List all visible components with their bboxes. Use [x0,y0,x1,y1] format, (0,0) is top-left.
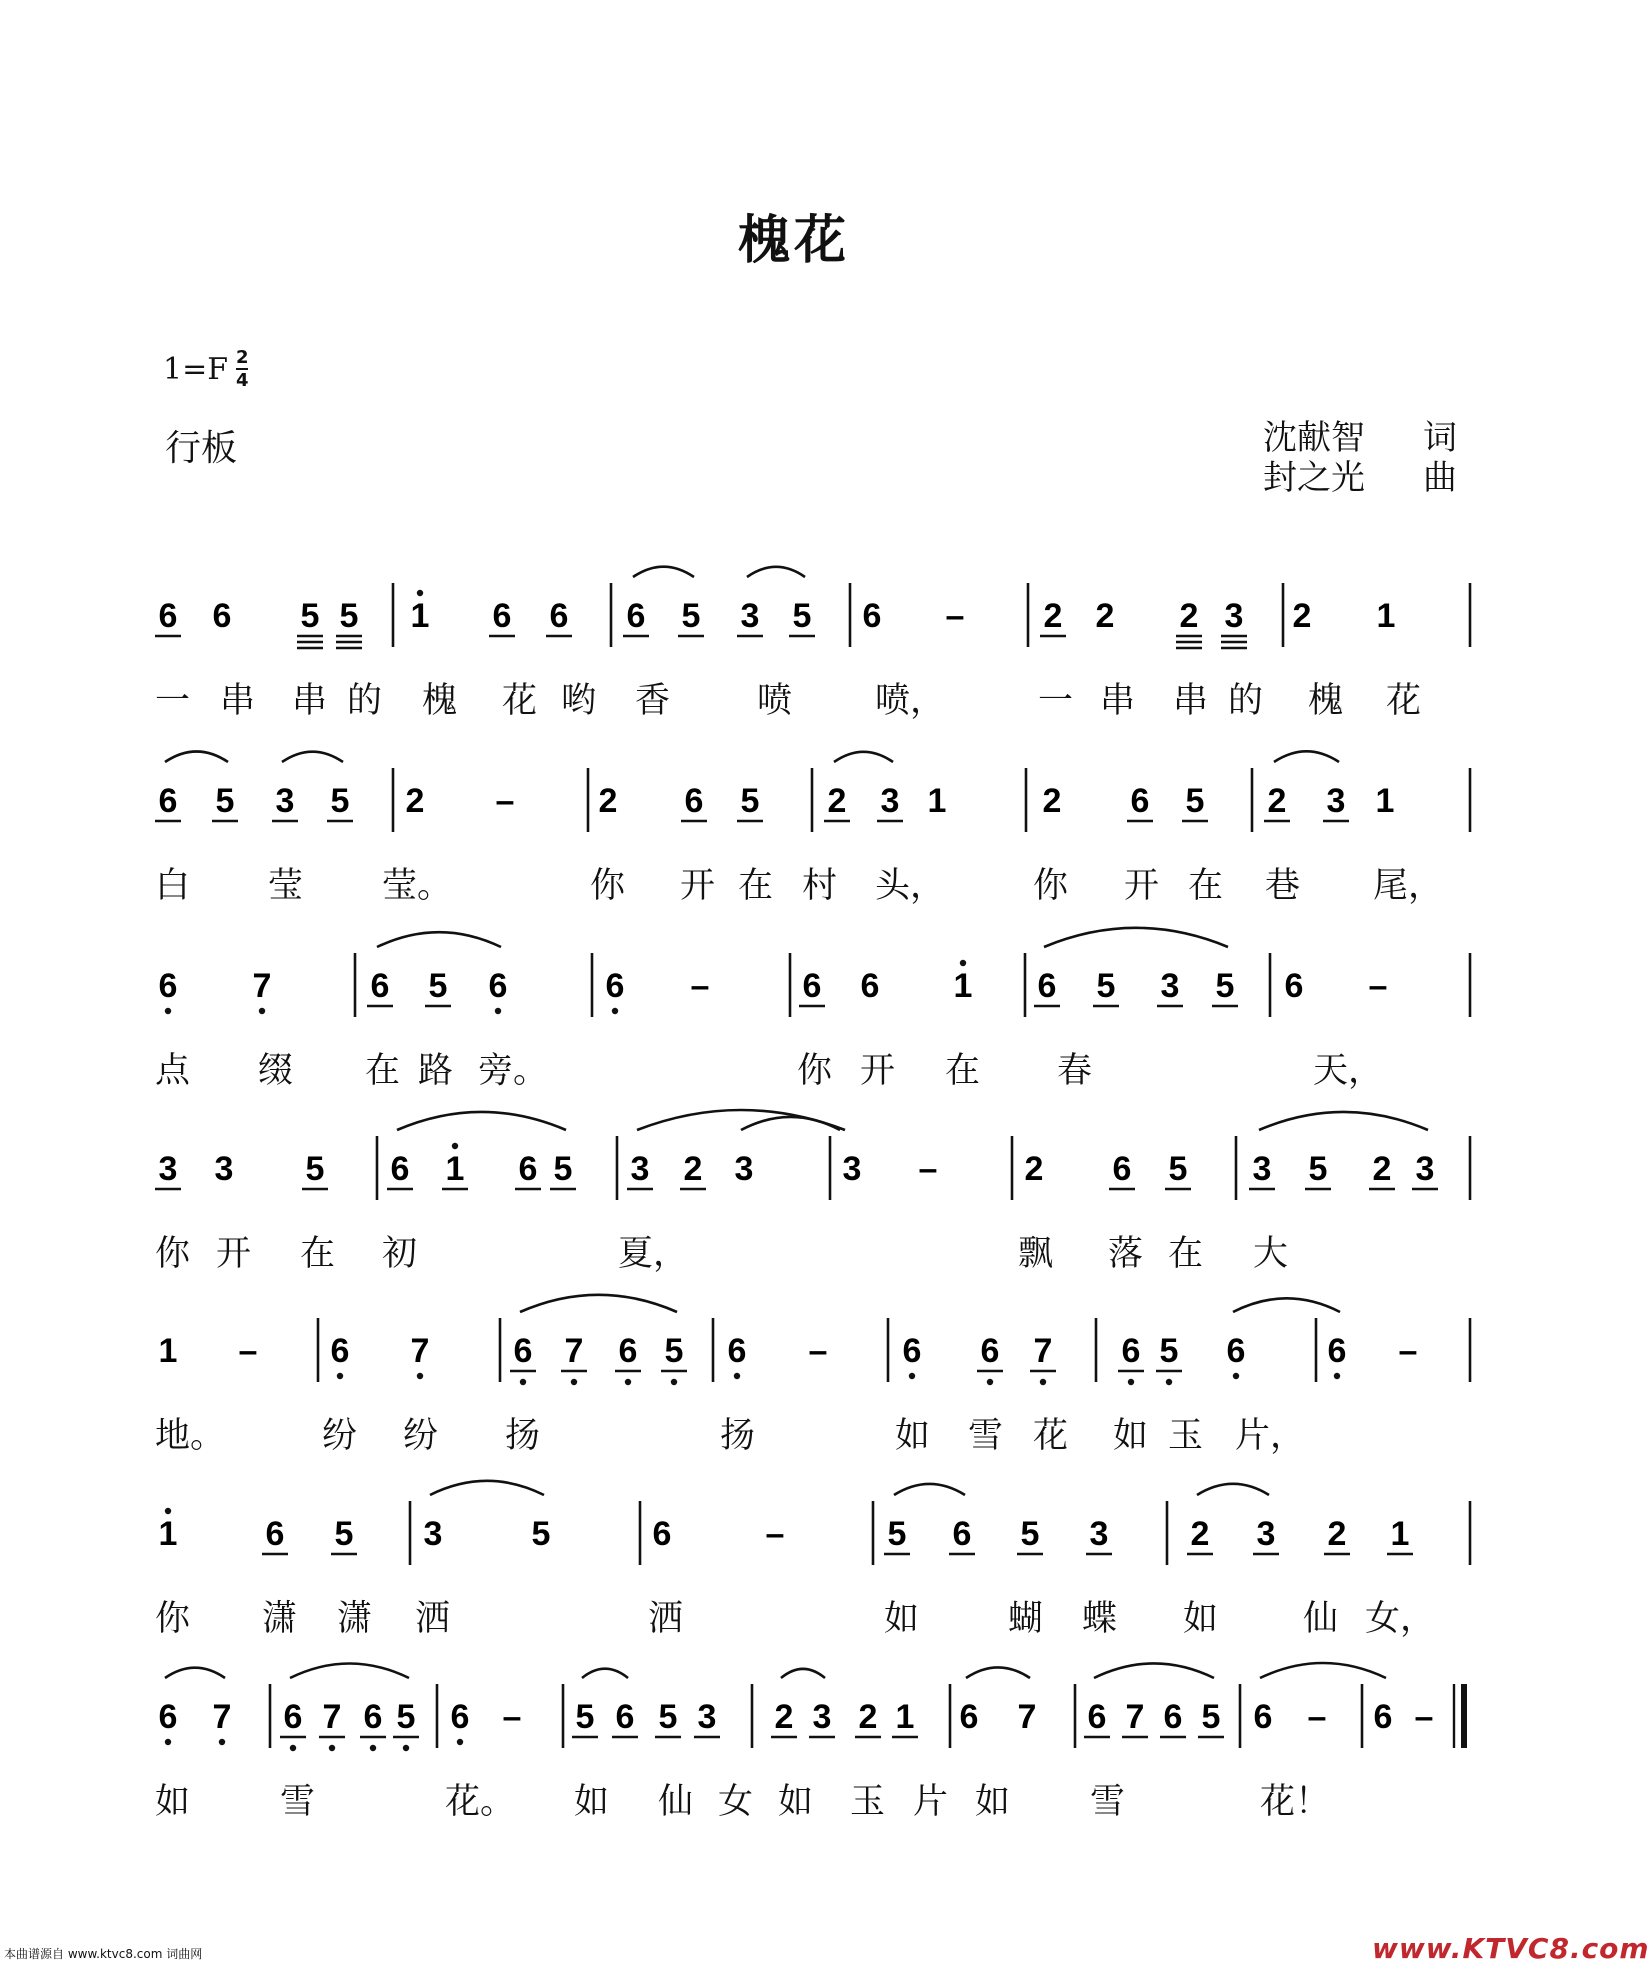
slur [747,567,805,577]
note: 3 [812,1698,832,1736]
lyric-char: 开 [1124,866,1160,906]
lyric-char: 扬 [505,1416,541,1456]
lyric-char: 点 [155,1051,191,1091]
octave-dot-below [165,1739,171,1745]
note: 7 [410,1332,430,1370]
note: 6 [902,1332,922,1370]
slur [430,1481,544,1495]
note: 5 [531,1515,551,1553]
note: 6 [158,1698,178,1736]
lyric-char: 春 [1057,1051,1093,1091]
lyric-char: 哟 [561,681,597,721]
slur [834,752,893,762]
lyric-char: 雪 [968,1416,1004,1456]
note: 5 [575,1698,595,1736]
note: 3 [1160,967,1180,1005]
dash-rest: – [945,597,965,635]
note: 3 [1415,1150,1435,1188]
note: 1 [158,1332,178,1370]
lyric-char: 扬 [720,1416,756,1456]
octave-dot-below [329,1745,335,1751]
time-signature-top: 2 [236,347,249,368]
note: 3 [1089,1515,1109,1553]
lyricist-name: 沈献智 [1263,418,1365,458]
note: 1 [927,782,947,820]
note: 5 [396,1698,416,1736]
note: 5 [305,1150,325,1188]
lyric-char: 玉 [1168,1416,1204,1456]
note: 5 [339,597,359,635]
lyric-char: 花 [1386,681,1422,721]
slur [290,1664,409,1679]
octave-dot-below [625,1379,631,1385]
note: 2 [858,1698,878,1736]
note: 3 [1224,597,1244,635]
lyric-char: 片， [1235,1416,1306,1456]
octave-dot-below [571,1379,577,1385]
note: 6 [1163,1698,1183,1736]
key-signature: 1=F [163,352,229,387]
lyric-char: 喷 [757,681,793,721]
octave-dot-below [612,1008,618,1014]
slur [1274,751,1339,762]
note: 5 [664,1332,684,1370]
note: 6 [802,967,822,1005]
note: 3 [880,782,900,820]
note: 5 [1308,1150,1328,1188]
lyric-char: 串 [220,681,256,721]
note: 2 [1095,597,1115,635]
note: 3 [630,1150,650,1188]
lyric-char: 白 [155,866,191,906]
note: 6 [265,1515,285,1553]
lyric-char: 开 [680,866,716,906]
lyric-char: 你 [155,1599,191,1639]
dash-rest: – [1307,1698,1327,1736]
note: 6 [370,967,390,1005]
note: 2 [1042,782,1062,820]
octave-dot-below [671,1379,677,1385]
note: 3 [423,1515,443,1553]
slur [781,1669,825,1678]
lyric-char: 初 [382,1234,418,1274]
lyric-char: 雪 [280,1782,316,1822]
note: 6 [283,1698,303,1736]
note: 3 [1256,1515,1276,1553]
octave-dot-below [1233,1373,1239,1379]
lyric-char: 花。 [445,1782,516,1822]
octave-dot-below [495,1008,501,1014]
lyric-char: 地。 [155,1416,226,1456]
lyric-char: 路 [418,1051,454,1091]
note: 2 [1190,1515,1210,1553]
slur [1259,1112,1428,1130]
lyric-char: 如 [884,1599,920,1639]
note: 2 [1372,1150,1392,1188]
dash-rest: – [1368,967,1388,1005]
lyric-char: 在 [945,1051,981,1091]
time-signature-bottom: 4 [236,370,249,391]
note: 3 [842,1150,862,1188]
octave-dot-below [457,1739,463,1745]
lyric-char: 槐 [422,681,458,721]
note: 5 [887,1515,907,1553]
lyric-char: 蝶 [1082,1599,1118,1639]
lyric-char: 纷 [322,1416,358,1456]
note: 6 [158,782,178,820]
note: 1 [1375,782,1395,820]
note: 2 [683,1150,703,1188]
note: 5 [681,597,701,635]
lyric-char: 仙 [658,1782,694,1822]
note: 6 [212,597,232,635]
octave-dot-below [1166,1379,1172,1385]
octave-dot-below [259,1008,265,1014]
slur [741,1117,840,1130]
note: 2 [405,782,425,820]
note: 6 [626,597,646,635]
note: 6 [1130,782,1150,820]
note: 1 [445,1150,465,1188]
lyric-char: 如 [574,1782,610,1822]
dash-rest: – [918,1150,938,1188]
lyric-char: 缀 [258,1051,294,1091]
slur [633,567,694,577]
lyric-char: 如 [778,1782,814,1822]
lyric-char: 头， [875,866,946,906]
note: 3 [740,597,760,635]
note: 6 [980,1332,1000,1370]
lyric-char: 纷 [403,1416,439,1456]
lyric-char: 开 [860,1051,896,1091]
dash-rest: – [765,1515,785,1553]
octave-dot-below [417,1373,423,1379]
note: 5 [334,1515,354,1553]
note: 6 [1037,967,1057,1005]
lyric-char: 仙 [1303,1599,1339,1639]
lyric-char: 如 [1183,1599,1219,1639]
lyric-char: 你 [797,1051,833,1091]
slur [582,1669,628,1678]
note: 6 [652,1515,672,1553]
note: 6 [605,967,625,1005]
octave-dot-below [1040,1379,1046,1385]
slur [894,1484,965,1495]
octave-dot-below [734,1373,740,1379]
lyric-char: 槐 [1308,681,1344,721]
note: 7 [252,967,272,1005]
slur [966,1667,1030,1678]
dash-rest: – [238,1332,258,1370]
note: 5 [1185,782,1205,820]
note: 2 [598,782,618,820]
lyric-char: 尾， [1373,866,1444,906]
note: 5 [300,597,320,635]
lyric-char: 开 [216,1234,252,1274]
octave-dot-below [909,1373,915,1379]
note: 2 [1043,597,1063,635]
lyric-char: 落 [1108,1234,1144,1274]
lyric-char: 如 [155,1782,191,1822]
note: 5 [792,597,812,635]
note: 6 [549,597,569,635]
note: 6 [1087,1698,1107,1736]
note: 5 [1096,967,1116,1005]
lyric-char: 大 [1253,1234,1289,1274]
note: 5 [428,967,448,1005]
lyric-char: 喷， [875,681,946,721]
slur [1197,1484,1269,1495]
slur [282,752,343,762]
lyric-char: 玉 [850,1782,886,1822]
note: 7 [1017,1698,1037,1736]
note: 6 [860,967,880,1005]
note: 2 [774,1698,794,1736]
lyric-char: 如 [975,1782,1011,1822]
lyric-char: 在 [738,866,774,906]
note: 3 [734,1150,754,1188]
note: 6 [158,967,178,1005]
note: 5 [658,1698,678,1736]
dash-rest: – [1414,1698,1434,1736]
note: 6 [615,1698,635,1736]
note: 1 [410,597,430,635]
lyric-char: 在 [1188,866,1224,906]
lyric-char: 在 [1168,1234,1204,1274]
note: 5 [553,1150,573,1188]
lyric-char: 你 [155,1234,191,1274]
lyric-char: 在 [300,1234,336,1274]
note: 6 [1327,1332,1347,1370]
note: 5 [1215,967,1235,1005]
lyric-char: 村 [802,866,838,906]
note: 6 [1112,1150,1132,1188]
lyric-char: 莹。 [382,866,453,906]
lyric-char: 飘 [1018,1234,1054,1274]
note: 6 [684,782,704,820]
slur [165,752,228,763]
note: 2 [1292,597,1312,635]
lyric-char: 女 [718,1782,754,1822]
site-logo: www.KTVC8.com [1372,1932,1650,1965]
note: 2 [1024,1150,1044,1188]
lyric-char: 雪 [1090,1782,1126,1822]
note: 5 [1168,1150,1188,1188]
footer-source: 本曲谱源自 www.ktvc8.com 词曲网 [4,1947,203,1961]
octave-dot-below [520,1379,526,1385]
note: 6 [158,597,178,635]
note: 3 [158,1150,178,1188]
octave-dot-below [165,1008,171,1014]
lyric-char: 蝴 [1008,1599,1044,1639]
note: 6 [727,1332,747,1370]
octave-dot-below [219,1739,225,1745]
note: 5 [1020,1515,1040,1553]
octave-dot-below [1334,1373,1340,1379]
note: 7 [1125,1698,1145,1736]
octave-dot-above [960,960,966,966]
lyric-char: 花 [1033,1416,1069,1456]
lyric-char: 如 [1113,1416,1149,1456]
lyric-char: 旁。 [478,1051,549,1091]
slur [165,1668,225,1678]
note: 6 [330,1332,350,1370]
lyric-char: 天， [1313,1051,1384,1091]
note: 1 [953,967,973,1005]
lyric-char: 的 [347,681,383,721]
lyric-char: 你 [590,866,626,906]
octave-dot-below [1128,1379,1134,1385]
note: 6 [450,1698,470,1736]
octave-dot-below [987,1379,993,1385]
note: 3 [697,1698,717,1736]
octave-dot-above [165,1508,171,1514]
lyric-char: 一 [1038,681,1074,721]
dash-rest: – [690,967,710,1005]
note: 7 [1033,1332,1053,1370]
lyric-char: 在 [365,1051,401,1091]
lyric-char: 潇 [262,1599,298,1639]
lyric-char: 一 [155,681,191,721]
note: 6 [390,1150,410,1188]
note: 1 [895,1698,915,1736]
song-title: 槐花 [737,210,850,271]
dash-rest: – [502,1698,522,1736]
composer-name: 封之光 [1263,458,1365,498]
note: 6 [513,1332,533,1370]
note: 7 [322,1698,342,1736]
note: 6 [1284,967,1304,1005]
note: 2 [1327,1515,1347,1553]
lyric-char: 洒 [415,1599,451,1639]
lyric-char: 串 [292,681,328,721]
note: 5 [330,782,350,820]
slur [1233,1298,1340,1312]
note: 5 [1159,1332,1179,1370]
note: 2 [1267,782,1287,820]
note: 1 [158,1515,178,1553]
lyric-char: 花 [502,681,538,721]
tempo-marking: 行板 [165,428,238,469]
note: 2 [1179,597,1199,635]
note: 5 [740,782,760,820]
composer-role: 曲 [1423,458,1457,498]
slur [1094,1663,1214,1678]
lyric-char: 片 [913,1782,949,1822]
note: 3 [214,1150,234,1188]
octave-dot-above [417,590,423,596]
note: 6 [959,1698,979,1736]
note: 6 [518,1150,538,1188]
lyric-char: 莹 [268,866,304,906]
slur [1260,1663,1386,1678]
octave-dot-below [290,1745,296,1751]
octave-dot-below [337,1373,343,1379]
slur [1044,928,1228,947]
note: 6 [363,1698,383,1736]
note: 7 [564,1332,584,1370]
note: 1 [1376,597,1396,635]
octave-dot-above [452,1143,458,1149]
note: 6 [1121,1332,1141,1370]
note: 6 [862,597,882,635]
lyricist-role: 词 [1423,418,1457,458]
lyric-char: 夏， [618,1234,689,1274]
note: 6 [1226,1332,1246,1370]
note: 6 [1373,1698,1393,1736]
octave-dot-below [403,1745,409,1751]
lyric-char: 你 [1033,866,1069,906]
lyric-char: 的 [1228,681,1264,721]
lyric-char: 花！ [1260,1782,1331,1822]
note: 2 [827,782,847,820]
slur [397,1112,566,1130]
lyric-char: 香 [635,681,671,721]
slur [520,1295,677,1312]
note: 6 [1253,1698,1273,1736]
octave-dot-below [370,1745,376,1751]
note: 3 [275,782,295,820]
lyric-char: 如 [895,1416,931,1456]
lyric-char: 洒 [648,1599,684,1639]
dash-rest: – [495,782,515,820]
dash-rest: – [808,1332,828,1370]
lyric-char: 潇 [337,1599,373,1639]
note: 6 [952,1515,972,1553]
note: 6 [618,1332,638,1370]
dash-rest: – [1398,1332,1418,1370]
note: 6 [492,597,512,635]
lyric-char: 巷 [1265,866,1301,906]
lyric-char: 串 [1100,681,1136,721]
note: 7 [212,1698,232,1736]
note: 5 [1201,1698,1221,1736]
lyric-char: 串 [1173,681,1209,721]
note: 3 [1326,782,1346,820]
note: 5 [215,782,235,820]
note: 3 [1252,1150,1272,1188]
lyric-char: 女， [1365,1599,1436,1639]
slur [377,932,501,947]
note: 6 [488,967,508,1005]
note: 1 [1390,1515,1410,1553]
